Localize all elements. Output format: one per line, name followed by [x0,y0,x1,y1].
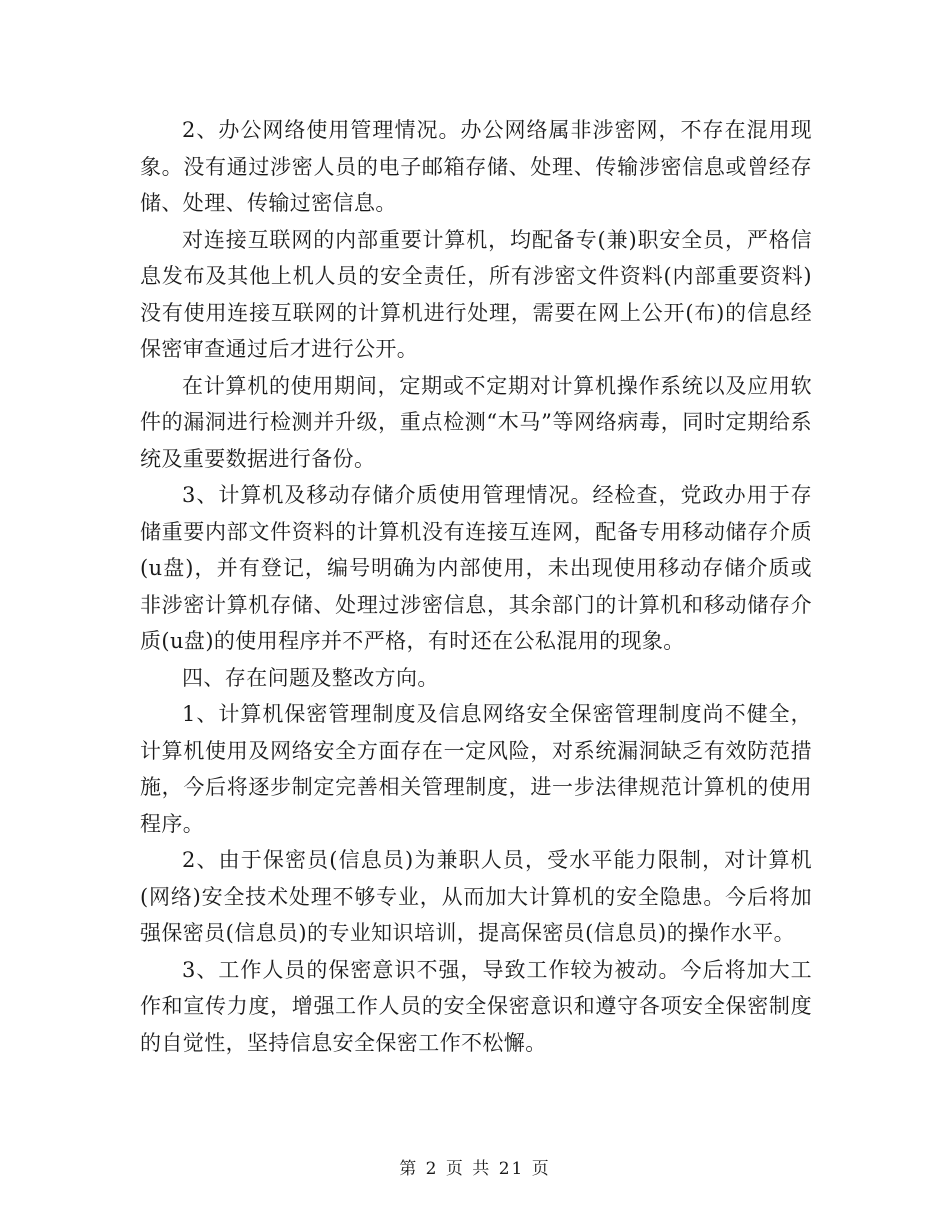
paragraph: 对连接互联网的内部重要计算机，均配备专(兼)职安全员，严格信息发布及其他上机人员的安全责任，所有涉密文件资料(内部重要资料)没有使用连接互联网的计算机进行处理，需要在网上公开(布)的信息经保密审查通过后才进行公开。 [140,227,812,361]
paragraph: 3、工作人员的保密意识不强，导致工作较为被动。今后将加大工作和宣传力度，增强工作人员的安全保密意识和遵守各项安全保密制度的自觉性，坚持信息安全保密工作不松懈。 [140,957,812,1055]
paragraph: 2、办公网络使用管理情况。办公网络属非涉密网，不存在混用现象。没有通过涉密人员的电子邮箱存储、处理、传输涉密信息或曾经存储、处理、传输过密信息。 [140,118,812,215]
section-heading: 四、存在问题及整改方向。 [182,665,439,690]
page-number-footer: 第 2 页 共 21 页 [399,1159,551,1179]
document-body [140,112,812,1061]
paragraph: 在计算机的使用期间，定期或不定期对计算机操作系统以及应用软件的漏洞进行检测并升级，重点检测“木马”等网络病毒，同时定期给系统及重要数据进行备份。 [140,373,812,471]
paragraph: 2、由于保密员(信息员)为兼职人员，受水平能力限制，对计算机(网络)安全技术处理不够专业，从而加大计算机的安全隐患。今后将加强保密员(信息员)的专业知识培训，提高保密员(信息员)的操作水平。 [140,848,812,945]
paragraph: 3、计算机及移动存储介质使用管理情况。经检查，党政办用于存储重要内部文件资料的计算机没有连接互连网，配备专用移动储存介质(u盘)，并有登记，编号明确为内部使用，未出现使用移动存储介质或非涉密计算机存储、处理过涉密信息，其余部门的计算机和移动储存介质(u盘)的使用程序并不严格，有时还在公私混用的现象。 [140,483,812,653]
paragraph: 1、计算机保密管理制度及信息网络安全保密管理制度尚不健全，计算机使用及网络安全方面存在一定风险，对系统漏洞缺乏有效防范措施，今后将逐步制定完善相关管理制度，进一步法律规范计算机的使用程序。 [140,702,812,836]
